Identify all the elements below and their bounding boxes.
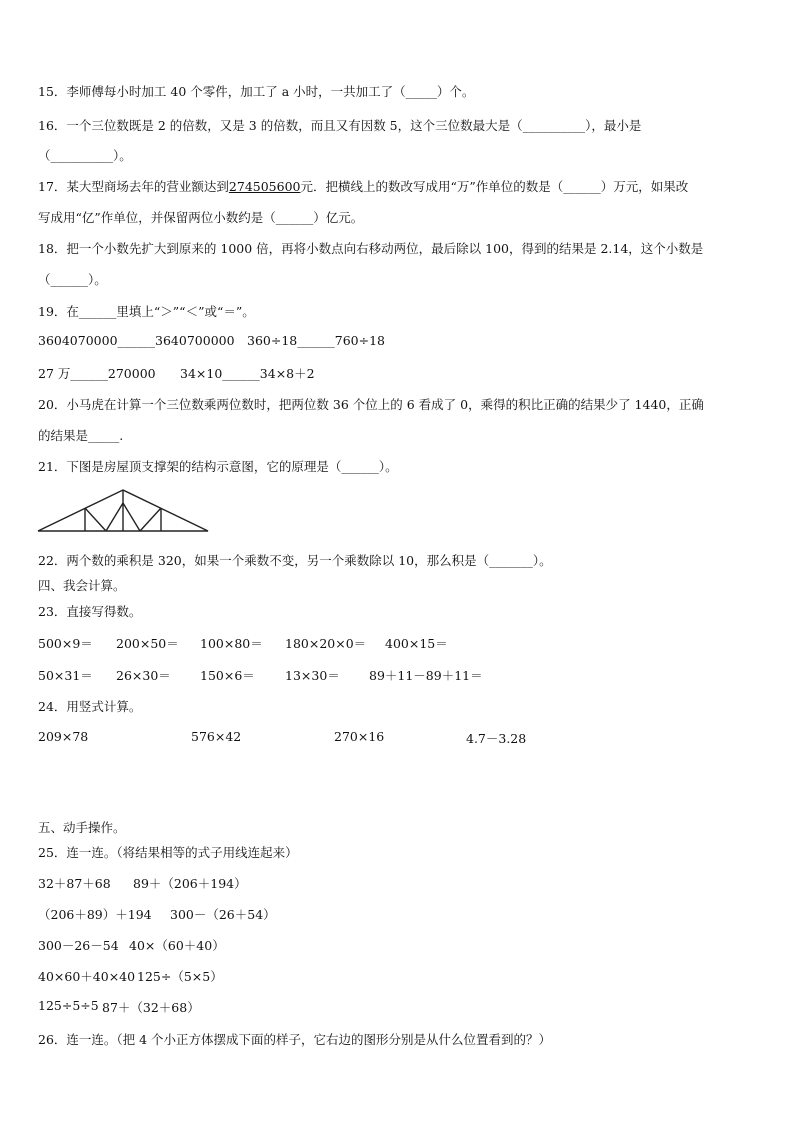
truss-brace-center-r — [123, 503, 140, 531]
question-26: 26．连一连。（把 4 个小正方体摆成下面的样子，它右边的图形分别是从什么位置看到的？） — [38, 1032, 552, 1047]
q23-item-4: 180×20×0＝ — [285, 636, 367, 651]
section-4-heading: 四、我会计算。 — [38, 578, 126, 593]
question-16-line2: （__________）。 — [38, 148, 132, 163]
q19-compare-4: 34×10______34×8＋2 — [180, 366, 315, 381]
q25-right-1: 89＋（206＋194） — [133, 876, 247, 891]
q23-item-2: 200×50＝ — [116, 636, 179, 651]
question-19-title: 19．在______里填上“＞”“＜”或“＝”。 — [38, 304, 255, 319]
q23-item-1: 500×9＝ — [38, 636, 93, 651]
q23-item-8: 150×6＝ — [200, 668, 255, 683]
q25-right-2: 300－（26＋54） — [170, 907, 276, 922]
roof-truss-diagram — [36, 487, 212, 535]
question-22: 22．两个数的乘积是 320，如果一个乘数不变，另一个乘数除以 10，那么积是（_______）。 — [38, 553, 552, 568]
q17-text-post: 元．把横线上的数改写成用“万”作单位的数是（______）万元，如果改 — [300, 179, 689, 194]
q24-item-2: 576×42 — [191, 729, 242, 744]
q23-item-5: 400×15＝ — [385, 636, 448, 651]
q24-item-3: 270×16 — [334, 729, 385, 744]
question-18-line1: 18．把一个小数先扩大到原来的 1000 倍，再将小数点向右移动两位，最后除以 100，得到的结果是 2.14，这个小数是 — [38, 241, 704, 256]
q19-compare-3: 27 万______270000 — [38, 366, 156, 381]
q24-item-1: 209×78 — [38, 729, 89, 744]
q25-left-4: 40×60＋40×40 — [38, 969, 136, 984]
question-15: 15．李师傅每小时加工 40 个零件，加工了 a 小时，一共加工了（_____）个。 — [38, 84, 475, 99]
q25-left-5: 125÷5÷5 — [38, 998, 99, 1013]
q25-right-5: 87＋（32＋68） — [102, 1000, 200, 1015]
q23-item-10: 89＋11－89＋11＝ — [369, 668, 483, 683]
q23-item-9: 13×30＝ — [285, 668, 340, 683]
q25-right-3: 40×（60＋40） — [129, 938, 225, 953]
question-20-line2: 的结果是_____. — [38, 428, 124, 443]
q25-left-3: 300－26－54 — [38, 938, 119, 953]
truss-brace-right — [140, 508, 161, 531]
section-5-heading: 五、动手操作。 — [38, 820, 126, 835]
question-24-title: 24．用竖式计算。 — [38, 699, 142, 714]
q23-item-7: 26×30＝ — [116, 668, 171, 683]
q25-right-4: 125÷（5×5） — [137, 969, 223, 984]
q25-left-2: （206＋89）＋194 — [38, 907, 152, 922]
q19-compare-1: 3604070000______3640700000 — [38, 333, 235, 348]
truss-brace-center-l — [106, 503, 123, 531]
truss-brace-left — [85, 508, 106, 531]
question-17-line2: 写成用“亿”作单位，并保留两位小数约是（______）亿元。 — [38, 210, 364, 225]
question-18-line2: （______）。 — [38, 272, 107, 287]
question-20-line1: 20．小马虎在计算一个三位数乘两位数时，把两位数 36 个位上的 6 看成了 0，乘得的积比正确的结果少了 1440，正确 — [38, 397, 704, 412]
question-21: 21．下图是房屋顶支撑架的结构示意图，它的原理是（______）。 — [38, 459, 398, 474]
q19-compare-2: 360÷18______760÷18 — [247, 333, 385, 348]
question-16-line1: 16．一个三位数既是 2 的倍数，又是 3 的倍数，而且又有因数 5，这个三位数最大是（__________），最小是 — [38, 118, 642, 133]
question-23-title: 23．直接写得数。 — [38, 604, 142, 619]
q23-item-3: 100×80＝ — [200, 636, 263, 651]
question-17-line1 — [38, 177, 688, 195]
q25-left-1: 32＋87＋68 — [38, 876, 111, 891]
q23-item-6: 50×31＝ — [38, 668, 93, 683]
q17-text-pre: 17．某大型商场去年的营业额达到 — [38, 179, 229, 194]
q17-underlined-number: 274505600 — [228, 179, 301, 194]
question-25-title: 25．连一连。（将结果相等的式子用线连起来） — [38, 845, 298, 860]
q24-item-4: 4.7－3.28 — [466, 731, 527, 746]
